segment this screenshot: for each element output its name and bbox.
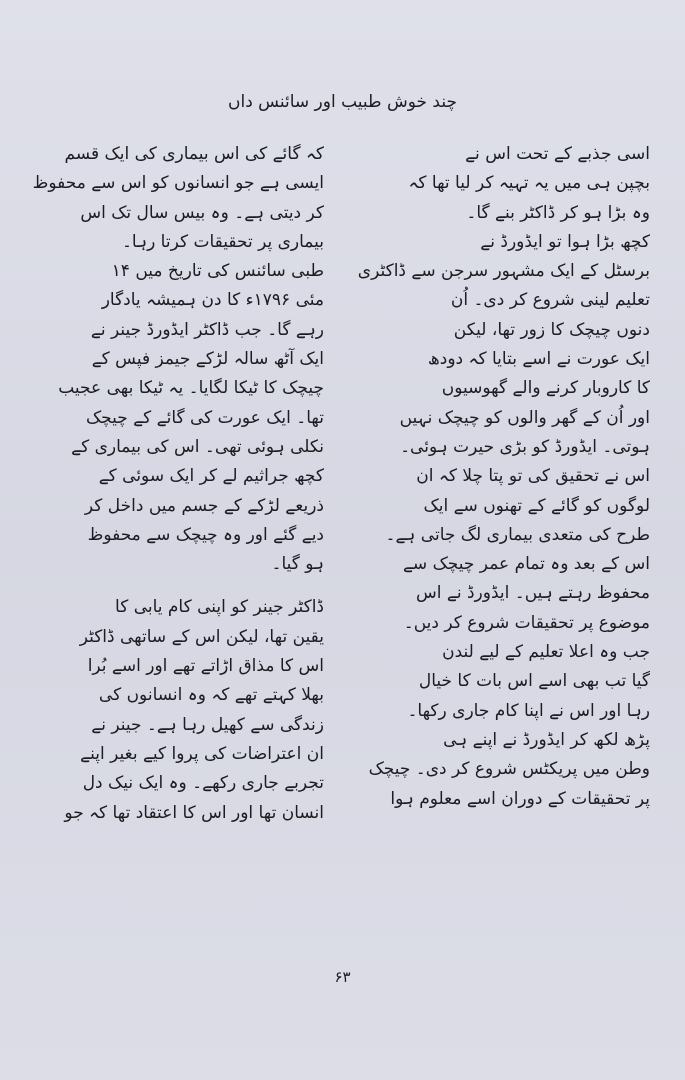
left-column-line: ان اعتراضات کی پروا کیے بغیر اپنے (80, 743, 324, 764)
right-column-line: وہ بڑا ہو کر ڈاکٹر بنے گا۔ (466, 202, 650, 223)
left-column-line: ذریعے لڑکے کے جسم میں داخل کر (84, 495, 324, 516)
right-column-line: وطن میں پریکٹس شروع کر دی۔ چیچک (368, 759, 650, 780)
right-column-line: پر تحقیقات کے دوران اسے معلوم ہوا (390, 788, 650, 809)
left-column-line: چیچک کا ٹیکا لگایا۔ یہ ٹیکا بھی عجیب (58, 378, 324, 399)
right-column-line: اس نے تحقیق کی تو پتا چلا کہ ان (416, 466, 650, 487)
right-column-line: محفوظ رہتے ہیں۔ ایڈورڈ نے اس (416, 583, 650, 604)
left-column-line: بیماری پر تحقیقات کرتا رہا۔ (121, 231, 324, 252)
right-column-line: اس کے بعد وہ تمام عمر چیچک سے (402, 554, 650, 575)
right-column-line: جب وہ اعلا تعلیم کے لیے لندن (442, 642, 650, 663)
left-column-line: تجربے جاری رکھے۔ وہ ایک نیک دل (82, 773, 324, 794)
paragraph-gap (28, 579, 324, 593)
left-column-line: کہ گائے کی اس بیماری کی ایک قسم (64, 144, 324, 164)
right-column-line: پڑھ لکھ کر ایڈورڈ نے اپنے ہی (443, 729, 650, 750)
right-column-line: موضوع پر تحقیقات شروع کر دیں۔ (403, 612, 650, 633)
left-column-line: طبی سائنس کی تاریخ میں ۱۴ (111, 261, 324, 282)
left-column-line: کر دیتی ہے۔ وہ بیس سال تک اس (80, 202, 324, 223)
left-column-line: انسان تھا اور اس کا اعتقاد تھا کہ جو (64, 802, 324, 823)
left-column-line: ہو گیا۔ (271, 554, 324, 575)
right-column-line: رہا اور اس نے اپنا کام جاری رکھا۔ (407, 700, 650, 721)
right-column (354, 140, 650, 958)
right-column-line: طرح کی متعدی بیماری لگ جاتی ہے۔ (385, 524, 650, 545)
right-column-line: برسٹل کے ایک مشہور سرجن سے ڈاکٹری (357, 261, 650, 282)
left-column-line: رہے گا۔ جب ڈاکٹر ایڈورڈ جینر نے (90, 319, 324, 340)
running-header: چند خوش طبیب اور سائنس داں (228, 92, 457, 112)
right-column-line: لوگوں کو گائے کے تھنوں سے ایک (423, 495, 650, 516)
left-column-line: تھا۔ ایک عورت کی گائے کے چیچک (85, 407, 324, 428)
left-column-line: زندگی سے کھیل رہا ہے۔ جینر نے (91, 714, 324, 735)
text-columns (28, 140, 650, 958)
left-column-line: اس کا مذاق اڑاتے تھے اور اسے بُرا (87, 656, 324, 677)
left-column-line: یقین تھا، لیکن اس کے ساتھی ڈاکٹر (79, 626, 324, 647)
left-column (28, 140, 324, 958)
right-column-line: دنوں چیچک کا زور تھا، لیکن (453, 319, 650, 340)
right-column-line: اور اُن کے گھر والوں کو چیچک نہیں (399, 407, 650, 428)
right-column-line: کا کاروبار کرنے والے گھوسیوں (441, 378, 650, 399)
left-column-line: دیے گئے اور وہ چیچک سے محفوظ (87, 524, 324, 545)
left-column-line: نکلی ہوئی تھی۔ اس کی بیماری کے (71, 436, 324, 457)
left-column-line: مئی ۱۷۹۶ء کا دن ہمیشہ یادگار (101, 290, 324, 311)
right-column-line: اسی جذبے کے تحت اس نے (465, 144, 650, 164)
right-column-line: گیا تب بھی اسے اس بات کا خیال (418, 671, 650, 692)
page-number: ۶۳ (334, 968, 351, 986)
right-column-line: بچپن ہی میں یہ تہیہ کر لیا تھا کہ (408, 173, 650, 194)
left-column-line: ایسی ہے جو انسانوں کو اس سے محفوظ (32, 173, 324, 194)
left-column-line: کچھ جراثیم لے کر ایک سوئی کے (98, 466, 324, 487)
left-column-line: بھلا کہتے تھے کہ وہ انسانوں کی (98, 685, 324, 706)
right-column-line: کچھ بڑا ہوا تو ایڈورڈ نے (480, 231, 650, 252)
right-column-line: ہوتی۔ ایڈورڈ کو بڑی حیرت ہوئی۔ (400, 436, 650, 457)
left-column-line: ڈاکٹر جینر کو اپنی کام یابی کا (115, 597, 324, 618)
right-column-line: ایک عورت نے اسے بتایا کہ دودھ (427, 349, 650, 370)
left-column-line: ایک آٹھ سالہ لڑکے جیمز فپس کے (91, 349, 324, 370)
right-column-line: تعلیم لینی شروع کر دی۔ اُن (450, 290, 650, 311)
